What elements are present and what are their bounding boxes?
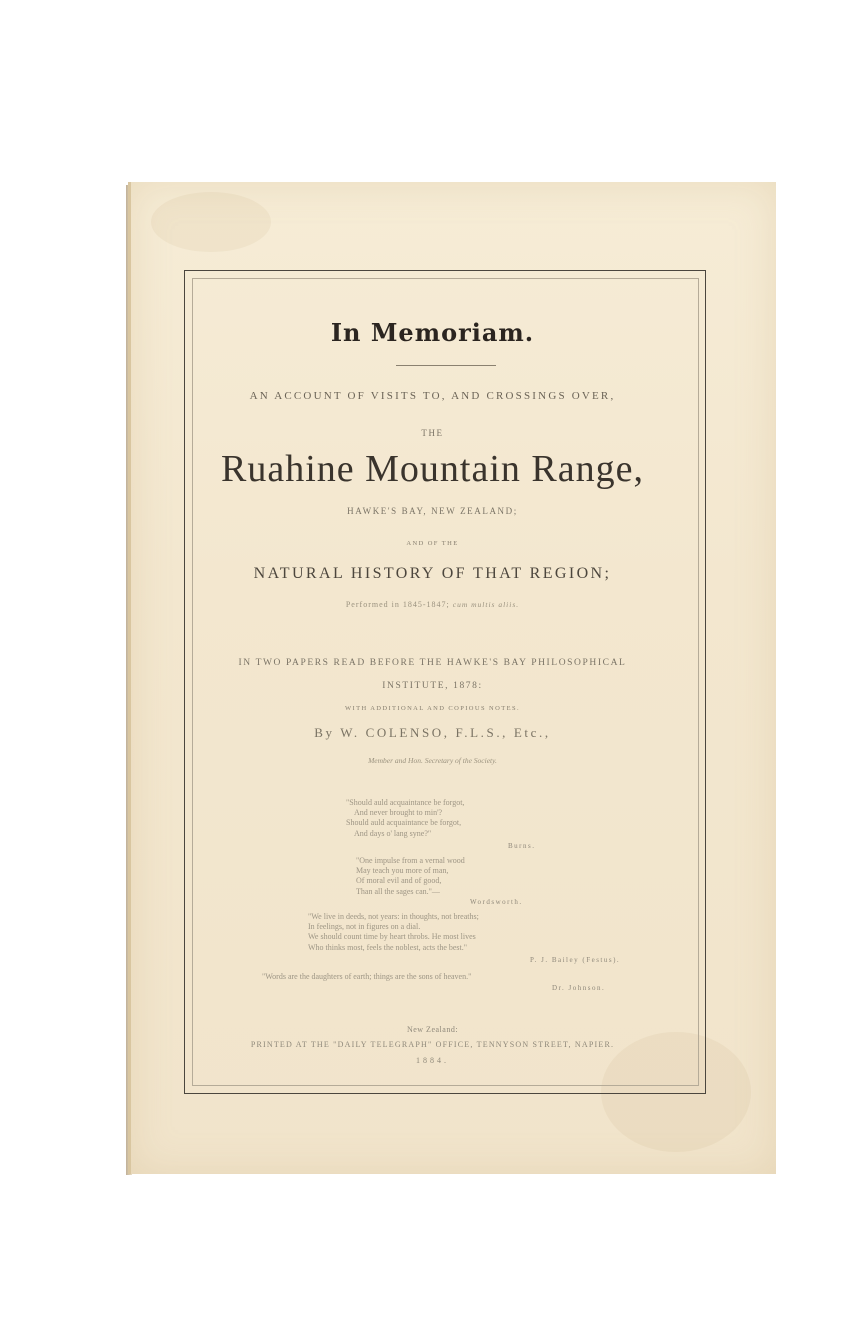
quote-line: Of moral evil and of good, [356,876,442,886]
notes-line: WITH ADDITIONAL AND COPIOUS NOTES. [344,705,520,712]
performed-italic: cum multis aliis. [452,600,520,609]
papers-line-2: INSTITUTE, 1878: [382,681,483,691]
quote-line: In feelings, not in figures on a dial. [308,922,421,932]
page-title: In Memoriam. [330,318,535,347]
quote-bailey [308,912,479,953]
quote-line: May teach you more of man, [356,866,449,876]
quote-line: And never brought to min'? [354,808,443,818]
the-line: THE [421,428,444,438]
location-line: HAWKE'S BAY, NEW ZEALAND; [347,506,518,516]
attribution-burns: Burns. [508,842,536,850]
author-byline: By W. COLENSO, F.L.S., Etc., [314,725,551,740]
quote-line: "Words are the daughters of earth; things are the sons of heaven." [262,972,472,981]
quote-line: We should count time by heart throbs. He most lives [308,932,476,942]
performed-line [0,600,865,609]
imprint-printer: PRINTED AT THE "DAILY TELEGRAPH" OFFICE, TENNYSON STREET, NAPIER. [250,1040,615,1049]
imprint-year: 1884. [416,1056,449,1065]
quote-line: "We live in deeds, not years: in thoughts, not breaths; [308,912,479,921]
attribution-bailey: P. J. Bailey (Festus). [530,956,621,964]
quote-line: Who thinks most, feels the noblest, acts the best." [308,942,468,952]
imprint-place: New Zealand: [406,1025,459,1034]
quote-line: "One impulse from a vernal wood [356,856,465,865]
quote-line: "Should auld acquaintance be forgot, [346,798,465,807]
title-rule [396,365,496,366]
performed-label: Performed in 1845-1847; [345,600,450,609]
account-line: AN ACCOUNT OF VISITS TO, AND CROSSINGS OVER, [249,390,616,402]
paper-stain [151,192,271,252]
author-role: Member and Hon. Secretary of the Society. [368,756,497,765]
quote-burns [346,798,464,839]
quote-wordsworth [356,856,465,897]
and-of-the-line: AND OF THE [406,540,459,547]
attribution-johnson: Dr. Johnson. [552,984,606,992]
subtitle-line: NATURAL HISTORY OF THAT REGION; [253,565,612,582]
quote-johnson [262,972,471,982]
attribution-wordsworth: Wordsworth. [470,898,523,906]
quote-line: Should auld acquaintance be forgot, [346,818,462,828]
main-title: Ruahine Mountain Range, [221,448,644,490]
quote-line: Than all the sages can."— [356,886,440,896]
quote-line: And days o' lang syne?" [354,828,432,838]
papers-line-1: IN TWO PAPERS READ BEFORE THE HAWKE'S BAY PHILOSOPHICAL [238,658,627,668]
